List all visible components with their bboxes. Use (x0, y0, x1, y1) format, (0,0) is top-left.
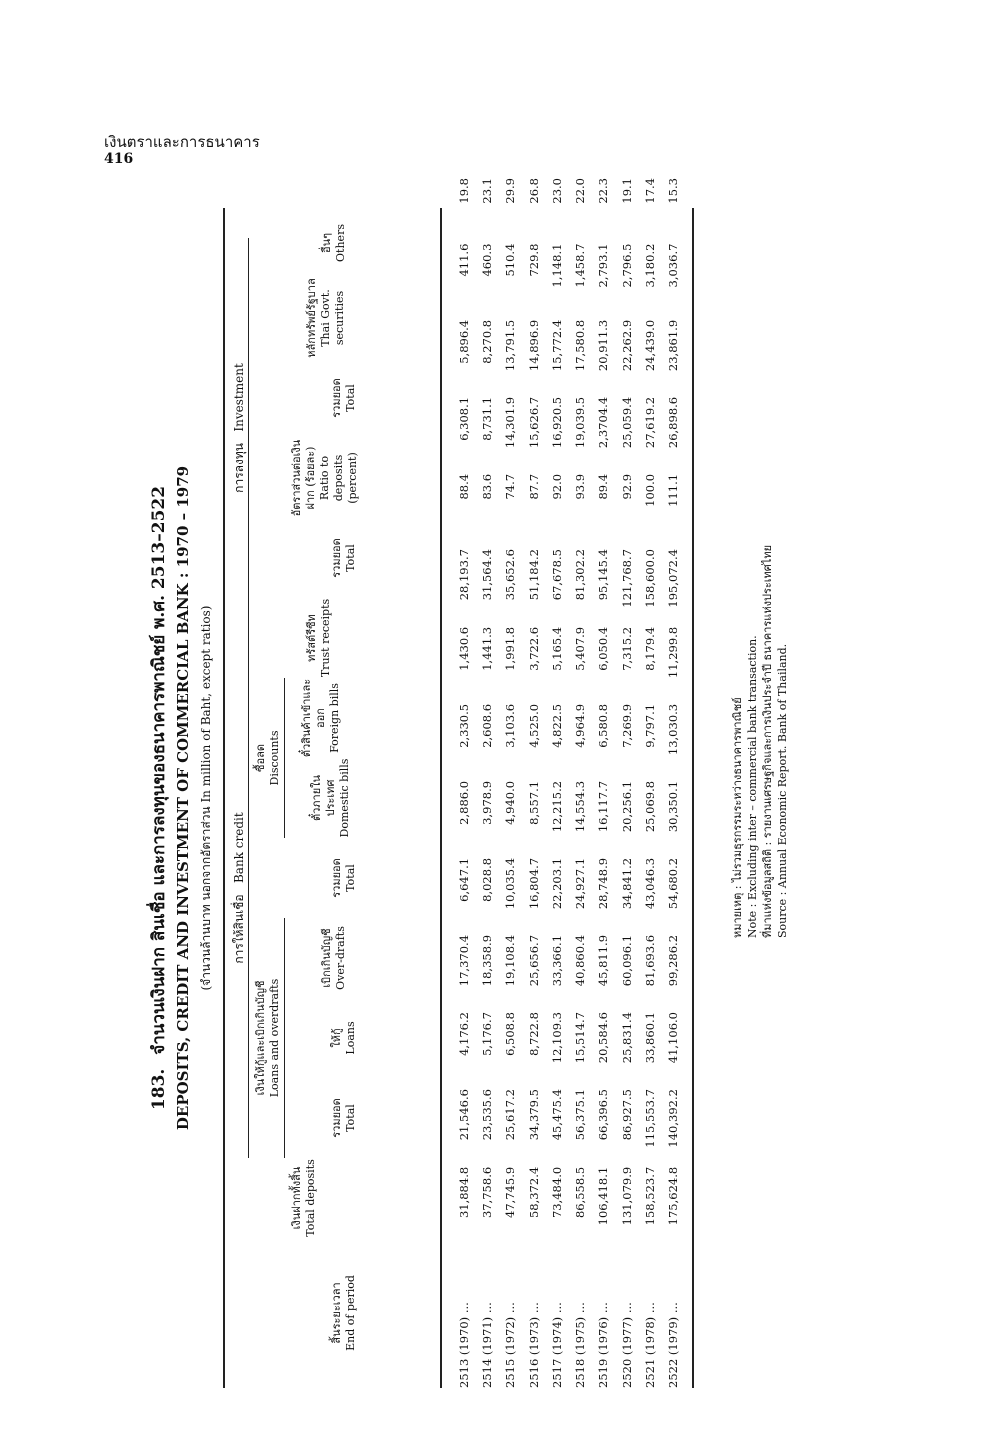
table-cell: 729.8 (526, 243, 541, 277)
col-deposits-thai: เงินฝากทั้งสิ้น (290, 1166, 303, 1230)
col-head-investment-total (330, 358, 358, 438)
table-cell: 21,546.6 (456, 1089, 471, 1141)
table-cell: 6,050.4 (596, 626, 611, 671)
table-cell: 12,215.2 (549, 780, 564, 833)
table-number: 183. (149, 1068, 169, 1111)
table-row (568, 178, 591, 1388)
table-cell: 1,148.1 (549, 243, 564, 288)
table-cell: 41,106.0 (666, 1012, 681, 1064)
table-cell: 121,768.7 (619, 549, 634, 608)
table-cell: 8,722.8 (526, 1012, 541, 1056)
table-cell: 87.7 (526, 473, 541, 500)
table-cell: 2,330.5 (456, 703, 471, 748)
table-unit: (จำนวนล้านบาท นอกจากอัตราส่วน In million of Baht, except ratios) (199, 605, 213, 991)
table-cell: 5,896.4 (456, 319, 471, 364)
table-cell: 3,180.2 (643, 243, 658, 288)
table-cell: 27,619.2 (643, 396, 658, 449)
table-cell: 8,557.1 (526, 780, 541, 825)
table-cell: 3,722.6 (526, 626, 541, 671)
table-cell: 16,117.7 (596, 780, 611, 833)
table-cell: 16,804.7 (526, 857, 541, 910)
table-cell: 92.9 (619, 473, 634, 500)
table-cell: 81,693.6 (643, 934, 658, 987)
table-cell: 3,978.9 (479, 780, 494, 825)
table-cell: 5,165.4 (549, 626, 564, 671)
table-cell: 4,964.9 (573, 703, 588, 748)
table-cell: 2,886.0 (456, 780, 471, 825)
col-bc-total-en: Total (344, 544, 357, 572)
col-head-bank-credit-total (330, 518, 358, 598)
row-period: 2515 (1972) ... (503, 1302, 518, 1388)
col-head-loans-total (330, 1078, 358, 1158)
source-thai: ที่มาแห่งข้อมูลสถิติ : รายงานเศรษฐกิจและการเงินประจำปี ธนาคารแห่งประเทศไทย (761, 544, 774, 938)
table-cell: 22,262.9 (619, 319, 634, 372)
table-cell: 23.1 (479, 178, 494, 204)
col-head-govt-securities (305, 278, 347, 358)
table-cell: 3,036.7 (666, 243, 681, 288)
table-cell: 8,028.8 (479, 857, 494, 902)
col-head-loans (330, 998, 358, 1078)
table-cell: 23.0 (549, 178, 564, 204)
col-overdrafts-thai: เบิกเกินบัญชี (320, 928, 333, 988)
table-cell: 1,458.7 (573, 243, 588, 288)
table-cell: 106,418.1 (596, 1166, 611, 1226)
loans-thai: เงินให้กู้และเบิกเกินบัญชี (254, 980, 267, 1096)
table-cell: 33,366.1 (549, 934, 564, 987)
table-cell: 20,584.6 (596, 1012, 611, 1064)
table-cell: 31,564.4 (479, 549, 494, 601)
discounts-en: Discounts (268, 730, 281, 786)
table-cell: 66,396.5 (596, 1089, 611, 1141)
table-cell: 34,841.2 (619, 857, 634, 910)
col-trust-thai: ทรัสต์รีซีท (305, 614, 318, 662)
table-cell: 8,731.1 (479, 396, 494, 441)
table-cell: 1,441.3 (479, 626, 494, 671)
table-cell: 28,748.9 (596, 857, 611, 910)
col-bc-total-thai: รวมยอด (330, 538, 343, 578)
table-row (452, 178, 475, 1388)
loans-en: Loans and overdrafts (268, 978, 281, 1098)
table-cell: 158,523.7 (643, 1166, 658, 1226)
table-cell: 140,392.2 (666, 1089, 681, 1148)
data-table (452, 178, 685, 1388)
table-cell: 460.3 (479, 243, 494, 277)
table-cell: 24,927.1 (573, 857, 588, 910)
table-cell: 25,656.7 (526, 934, 541, 987)
table-cell: 1,991.8 (503, 626, 518, 671)
row-period: 2519 (1976) ... (596, 1302, 611, 1388)
table-cell: 20,256.1 (619, 780, 634, 833)
col-loans-en: Loans (344, 1021, 357, 1055)
table-cell: 40,860.4 (573, 934, 588, 987)
title-thai-text: จำนวนเงินฝาก สินเชื่อ และการลงทุนของธนาคารพาณิชย์ พ.ศ. 2513–2522 (149, 485, 169, 1055)
table-cell: 15,514.7 (573, 1012, 588, 1064)
table-cell: 115,553.7 (643, 1089, 658, 1148)
table-cell: 67,678.5 (549, 549, 564, 601)
col-foreign-en: Foreign bills (328, 683, 341, 753)
header-title: เงินตราและการธนาคาร (104, 133, 260, 151)
table-row (638, 178, 661, 1388)
col-deposits-en: Total deposits (304, 1159, 317, 1237)
table-cell: 23,861.9 (666, 319, 681, 372)
table-row (499, 178, 522, 1388)
table-cell: 3,103.6 (503, 703, 518, 748)
group-bank-credit (230, 618, 249, 1158)
loans-rule (284, 918, 285, 1158)
discounts-thai: ซื้อลด (254, 744, 267, 772)
table-cell: 195,072.4 (666, 549, 681, 608)
row-period: 2522 (1979) ... (666, 1302, 681, 1388)
note-en: Note : Excluding inter – commercial bank transaction. (746, 635, 759, 938)
table-cell: 86,558.5 (573, 1166, 588, 1219)
table-cell: 95,145.4 (596, 549, 611, 601)
table-cell: 22.0 (573, 178, 588, 204)
table-cell: 43,046.3 (643, 857, 658, 910)
table-title-en: DEPOSITS, CREDIT AND INVESTMENT OF COMMERCIAL BANK : 1970 – 1979 (174, 465, 192, 1131)
table-row (545, 178, 568, 1388)
table-cell: 73,484.0 (549, 1166, 564, 1219)
table-cell: 14,301.9 (503, 396, 518, 449)
top-rule (223, 208, 225, 1388)
table-row (522, 178, 545, 1388)
col-head-trust-receipts (305, 598, 333, 678)
bank-credit-rule (248, 618, 249, 1158)
col-head-period (330, 1238, 358, 1388)
table-cell: 25,617.2 (503, 1089, 518, 1141)
table-title-thai (145, 178, 172, 1418)
table-cell: 25,059.4 (619, 396, 634, 449)
col-inv-total-thai: รวมยอด (330, 378, 343, 418)
table-cell: 158,600.0 (643, 549, 658, 608)
table-cell: 35,652.6 (503, 549, 518, 601)
header-bottom-rule (440, 208, 442, 1388)
table-cell: 31,884.8 (456, 1166, 471, 1219)
table-cell: 19,108.4 (503, 934, 518, 987)
row-period: 2516 (1973) ... (526, 1302, 541, 1388)
rotated-table-page (140, 178, 789, 1418)
col-head-overdrafts (320, 918, 348, 998)
table-cell: 8,179.4 (643, 626, 658, 671)
table-cell: 83.6 (479, 473, 494, 500)
table-cell: 6,308.1 (456, 396, 471, 441)
table-cell: 25,831.4 (619, 1012, 634, 1064)
table-cell: 2,3704.4 (596, 396, 611, 449)
table-cell: 29.9 (503, 178, 518, 204)
table-cell: 92.0 (549, 473, 564, 500)
table-cell: 15,772.4 (549, 319, 564, 372)
table-cell: 18,358.9 (479, 934, 494, 987)
bank-credit-en: Bank credit (232, 812, 246, 884)
col-overdrafts-en: Over-drafts (334, 926, 347, 990)
table-cell: 20,911.3 (596, 319, 611, 372)
table-cell: 6,508.8 (503, 1012, 518, 1056)
table-cell: 7,269.9 (619, 703, 634, 748)
table-cell: 16,920.5 (549, 396, 564, 449)
table-cell: 14,554.3 (573, 780, 588, 833)
table-cell: 4,940.0 (503, 780, 518, 825)
table-cell: 45,475.4 (549, 1089, 564, 1141)
table-row (592, 178, 615, 1388)
table-cell: 14,896.9 (526, 319, 541, 372)
table-cell: 510.4 (503, 243, 518, 277)
table-cell: 13,791.5 (503, 319, 518, 372)
bank-credit-thai: การให้สินเชื่อ (232, 894, 246, 964)
row-period: 2520 (1977) ... (619, 1302, 634, 1388)
table-cell: 23,535.6 (479, 1089, 494, 1141)
table-cell: 22.3 (596, 178, 611, 204)
table-cell: 34,379.5 (526, 1089, 541, 1141)
table-cell: 2,796.5 (619, 243, 634, 288)
table-cell: 17,580.8 (573, 319, 588, 372)
table-cell: 15.3 (666, 178, 681, 204)
investment-en: Investment (232, 363, 246, 432)
investment-rule (248, 238, 249, 618)
table-cell: 26,898.6 (666, 396, 681, 449)
col-head-credit-ratio (290, 438, 360, 518)
row-period: 2513 (1970) ... (456, 1302, 471, 1388)
col-head-others (320, 208, 348, 278)
table-cell: 100.0 (643, 473, 658, 507)
table-cell: 111.1 (666, 473, 681, 507)
table-cell: 7,315.2 (619, 626, 634, 671)
table-cell: 22,203.1 (549, 857, 564, 910)
table-cell: 89.4 (596, 473, 611, 500)
table-cell: 4,525.0 (526, 703, 541, 748)
group-discounts (254, 678, 282, 838)
row-period: 2521 (1978) ... (643, 1302, 658, 1388)
table-cell: 56,375.1 (573, 1089, 588, 1141)
table-cell: 10,035.4 (503, 857, 518, 910)
col-domestic-thai: ตั๋วภายในประเทศ (310, 774, 337, 822)
table-cell: 411.6 (456, 243, 471, 277)
col-credit-total-en: Total (344, 864, 357, 892)
table-cell: 8,270.8 (479, 319, 494, 364)
table-cell: 5,176.7 (479, 1012, 494, 1056)
table-cell: 45,811.9 (596, 934, 611, 987)
table-cell: 6,580.8 (596, 703, 611, 748)
table-row (662, 178, 685, 1388)
discounts-rule (284, 678, 285, 838)
table-cell: 26.8 (526, 178, 541, 204)
table-row (475, 178, 498, 1388)
table-cell: 6,647.1 (456, 857, 471, 902)
bottom-rule (692, 208, 694, 1388)
row-period: 2518 (1975) ... (573, 1302, 588, 1388)
notes-block (730, 545, 790, 938)
table-cell: 9,797.1 (643, 703, 658, 748)
col-govt-en: Thai Govt. securities (319, 289, 346, 347)
source-en: Source : Annual Economic Report. Bank of Thailand. (776, 643, 789, 938)
group-investment (230, 238, 249, 618)
table-cell: 17,370.4 (456, 934, 471, 987)
col-loans-total-thai: รวมยอด (330, 1098, 343, 1138)
table-cell: 60,096.1 (619, 934, 634, 987)
table-cell: 19.1 (619, 178, 634, 204)
col-credit-ratio-en: Ratio to deposits (percent) (318, 452, 359, 504)
table-cell: 12,109.3 (549, 1012, 564, 1064)
col-period-thai: สิ้นระยะเวลา (330, 1282, 343, 1344)
table-cell: 58,372.4 (526, 1166, 541, 1219)
investment-thai: การลงทุน (232, 443, 246, 493)
table-cell: 81,302.2 (573, 549, 588, 601)
table-cell: 17.4 (643, 178, 658, 204)
table-cell: 15,626.7 (526, 396, 541, 449)
table-cell: 47,745.9 (503, 1166, 518, 1219)
col-govt-thai: หลักทรัพย์รัฐบาล (305, 278, 318, 358)
table-cell: 131,079.9 (619, 1166, 634, 1226)
col-credit-ratio-thai: อัตราส่วนต่อเงินฝาก (ร้อยละ) (290, 439, 317, 517)
table-cell: 99,286.2 (666, 934, 681, 987)
table-cell: 19,039.5 (573, 396, 588, 449)
table-cell: 1,430.6 (456, 626, 471, 671)
table-cell: 37,758.6 (479, 1166, 494, 1219)
col-others-thai: อื่นๆ (320, 232, 333, 254)
table-cell: 4,822.5 (549, 703, 564, 748)
table-cell: 33,860.1 (643, 1012, 658, 1064)
note-thai: หมายเหตุ : ไม่รวมธุรกรรมระหว่างธนาคารพาณิชย์ (731, 697, 744, 938)
row-period: 2517 (1974) ... (549, 1302, 564, 1388)
table-cell: 24,439.0 (643, 319, 658, 372)
col-credit-total-thai: รวมยอด (330, 858, 343, 898)
table-cell: 88.4 (456, 473, 471, 500)
table-cell: 28,193.7 (456, 549, 471, 601)
table-cell: 2,793.1 (596, 243, 611, 288)
table-cell: 13,030.3 (666, 703, 681, 756)
col-loans-total-en: Total (344, 1104, 357, 1132)
col-trust-en: Trust receipts (319, 598, 332, 678)
table-cell: 19.8 (456, 178, 471, 204)
col-head-deposits (290, 1158, 318, 1238)
table-cell: 30,350.1 (666, 780, 681, 833)
table-cell: 11,299.8 (666, 626, 681, 679)
col-foreign-thai: ตั๋วสินค้าเข้าและออก (300, 678, 327, 758)
table-cell: 175,624.8 (666, 1166, 681, 1226)
table-cell: 86,927.5 (619, 1089, 634, 1141)
col-head-domestic-bills (310, 758, 352, 838)
table-cell: 93.9 (573, 473, 588, 500)
table-cell: 25,069.8 (643, 780, 658, 833)
col-loans-thai: ให้กู้ (330, 1028, 343, 1048)
table-cell: 5,407.9 (573, 626, 588, 671)
table-row (615, 178, 638, 1388)
table-cell: 2,608.6 (479, 703, 494, 748)
col-inv-total-en: Total (344, 384, 357, 412)
col-head-credit-total (330, 838, 358, 918)
table-cell: 74.7 (503, 473, 518, 500)
table-cell: 54,680.2 (666, 857, 681, 910)
page-number: 416 (104, 151, 134, 167)
col-others-en: Others (334, 224, 347, 262)
table-cell: 4,176.2 (456, 1012, 471, 1056)
col-head-foreign-bills (300, 678, 342, 758)
page-header (104, 134, 260, 168)
col-period-en: End of period (344, 1275, 357, 1351)
group-loans (254, 918, 282, 1158)
row-period: 2514 (1971) ... (479, 1302, 494, 1388)
col-domestic-en: Domestic bills (338, 758, 351, 838)
table-cell: 51,184.2 (526, 549, 541, 601)
